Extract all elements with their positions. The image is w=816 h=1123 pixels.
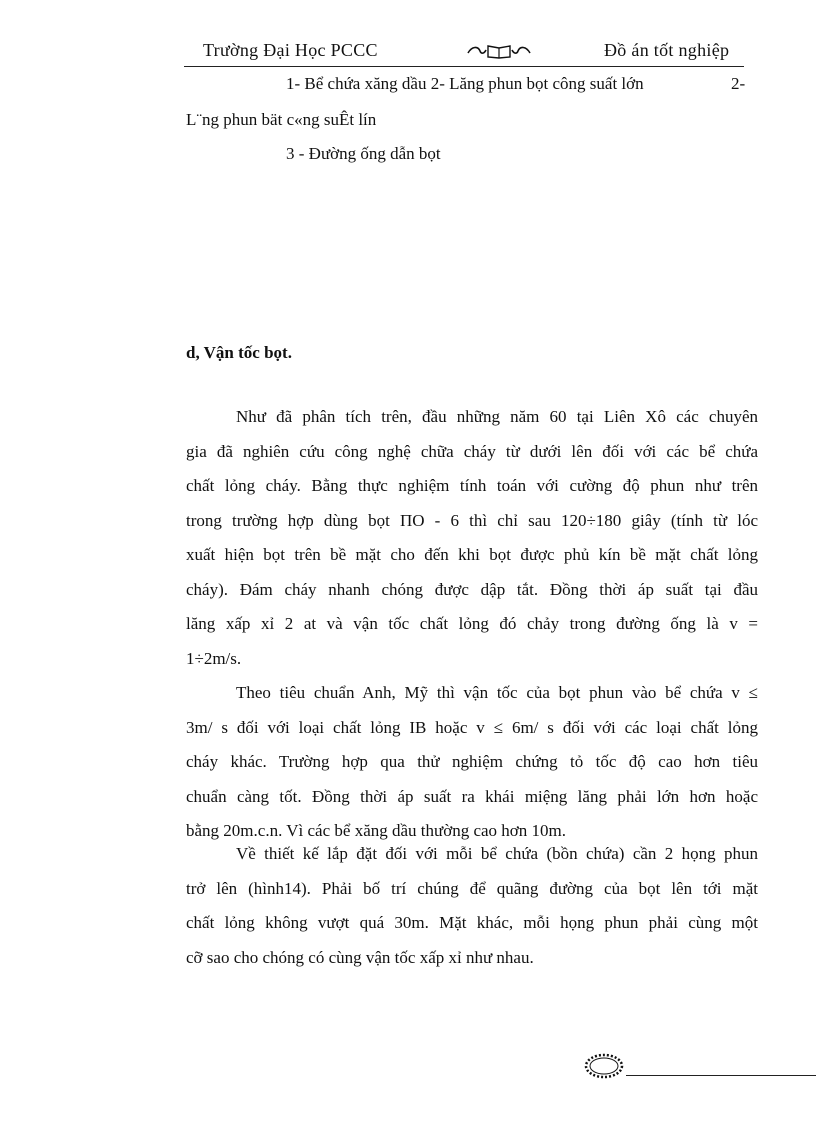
footer-ornament-icon bbox=[582, 1050, 626, 1087]
figure-caption-line3: 3 - Đường ống dẫn bọt bbox=[286, 144, 441, 163]
paragraph-line: Như đã phân tích trên, đầu những năm 60 tại Liên Xô các chuyên bbox=[236, 407, 758, 426]
footer-rule bbox=[626, 1075, 816, 1076]
paragraph-line: trong trường hợp dùng bọt ΠO - 6 thì chỉ sau 120÷180 giây (tính từ lóc bbox=[186, 510, 758, 530]
paragraph-3 bbox=[186, 837, 758, 975]
paragraph-line: cháy khác. Trường hợp qua thử nghiệm chứng tỏ tốc độ cao hơn tiêu bbox=[186, 752, 758, 771]
paragraph-line: Theo tiêu chuẩn Anh, Mỹ thì vận tốc của bọt phun vào bể chứa v ≤ bbox=[236, 683, 758, 702]
figure-caption-line1-suffix: 2- bbox=[731, 74, 746, 93]
figure-caption-line2: L¨ng phun bät c«ng suÊt lín bbox=[186, 110, 377, 129]
paragraph-line: Về thiết kế lắp đặt đối với mỗi bể chứa (bồn chứa) cần 2 họng phun bbox=[236, 844, 758, 863]
header-rule bbox=[184, 66, 744, 67]
figure-caption-line1: 1- Bể chứa xăng dầu 2- Lăng phun bọt công suất lớn bbox=[286, 74, 644, 93]
paragraph-line: chất lỏng cháy. Bằng thực nghiệm tính toán với cường độ phun như trên bbox=[186, 476, 758, 495]
paragraph-line: chất lỏng không vượt quá 30m. Mặt khác, mỗi họng phun phải cùng một bbox=[186, 913, 758, 932]
header-project: Đồ án tốt nghiệp bbox=[604, 40, 730, 60]
paragraph-line: 1÷2m/s. bbox=[186, 648, 242, 668]
section-heading: d, Vận tốc bọt. bbox=[186, 343, 292, 362]
paragraph-line: 3m/ s đối với loại chất lỏng IB hoặc v ≤ 6m/ s đối với các loại chất lỏng bbox=[186, 717, 758, 737]
paragraph-2 bbox=[186, 676, 758, 849]
paragraph-line: lăng xấp xỉ 2 at và vận tốc chất lỏng đó chảy trong đường ống là v = bbox=[186, 614, 758, 633]
paragraph-line: cháy). Đám cháy nhanh chóng được dập tắt. Đồng thời áp suất tại đầu bbox=[186, 579, 758, 599]
header-school: Trường Đại Học PCCC bbox=[203, 40, 378, 60]
paragraph-line: xuất hiện bọt trên bề mặt cho đến khi bọt được phủ kín bề mặt chất lỏng bbox=[186, 545, 758, 564]
header-ornament-icon bbox=[466, 42, 532, 64]
paragraph-line: chuẩn càng tốt. Đồng thời áp suất ra khái miệng lăng phải lớn hơn hoặc bbox=[186, 786, 758, 806]
paragraph-1 bbox=[186, 400, 758, 676]
paragraph-line: gia đã nghiên cứu công nghệ chữa cháy từ dưới lên đối với các bể chứa bbox=[186, 441, 758, 461]
book-ornament-icon bbox=[466, 42, 532, 60]
paragraph-line: cỡ sao cho chóng có cùng vận tốc xấp xỉ như nhau. bbox=[186, 947, 534, 967]
paragraph-line: bằng 20m.c.n. Vì các bể xăng dầu thường cao hơn 10m. bbox=[186, 821, 567, 840]
paragraph-line: trở lên (hình14). Phải bố trí chúng để quãng đường của bọt lên tới mặt bbox=[186, 878, 758, 898]
